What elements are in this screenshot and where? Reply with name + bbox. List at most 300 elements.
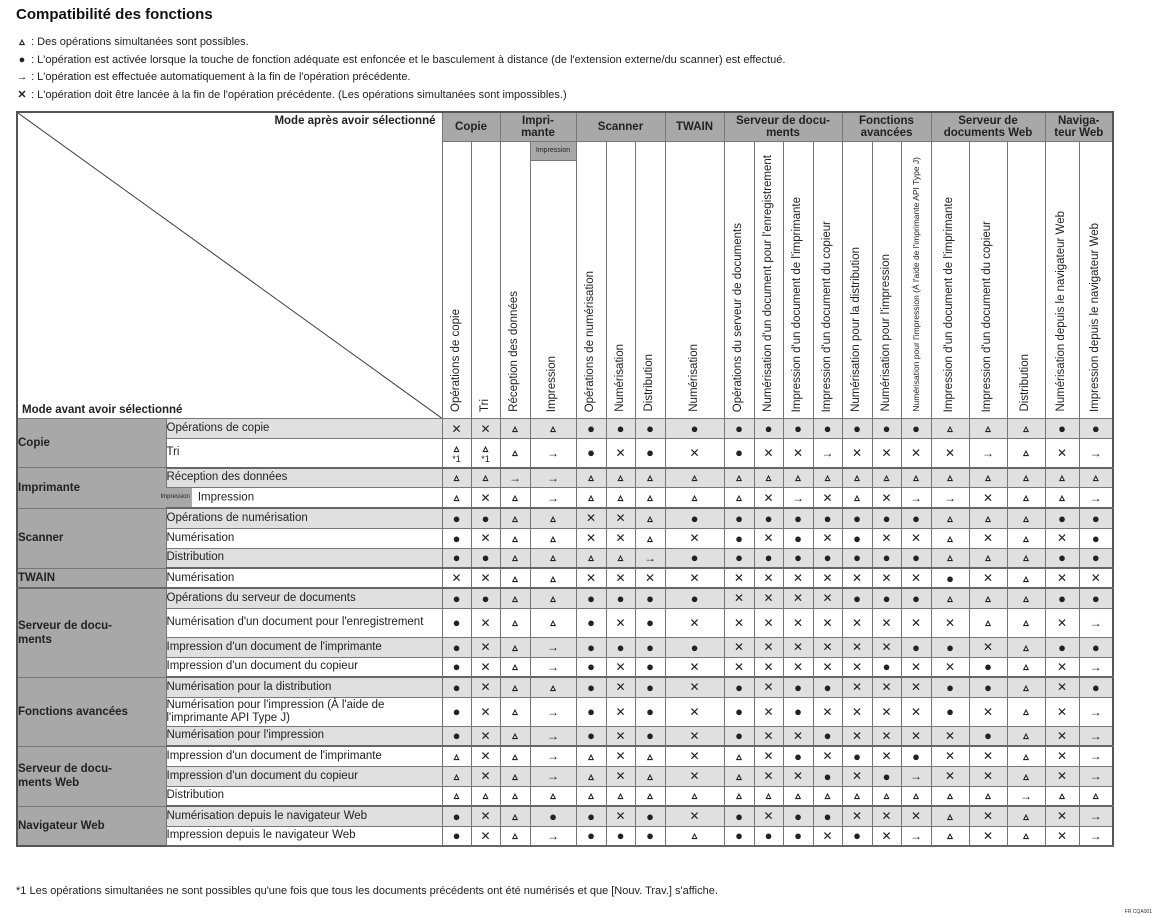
compatibility-cell	[783, 826, 813, 846]
dot-icon: ●	[587, 704, 595, 719]
compatibility-cell	[606, 528, 635, 548]
triangle-icon: ▵	[691, 492, 698, 504]
triangle-icon: ▵	[550, 681, 556, 694]
compatibility-cell	[901, 786, 931, 806]
cross-icon: ✕	[763, 704, 774, 719]
cross-icon: ✕	[615, 769, 626, 783]
compatibility-cell	[813, 746, 842, 766]
triangle-icon: ▵	[512, 750, 518, 763]
cross-icon: ✕	[585, 571, 597, 585]
triangle-icon: ▵	[647, 790, 653, 803]
column-header-label: Opérations de copie	[449, 309, 462, 412]
compatibility-cell	[471, 806, 500, 826]
dot-icon: ●	[646, 590, 654, 606]
compatibility-cell	[530, 568, 576, 588]
compatibility-cell	[1045, 608, 1079, 637]
cross-icon: ✕	[910, 809, 922, 824]
cross-icon: ✕	[1056, 704, 1068, 719]
compatibility-cell	[783, 588, 813, 608]
triangle-icon: ▵	[795, 472, 801, 485]
cross-icon: ✕	[480, 809, 491, 824]
compatibility-cell	[1007, 786, 1045, 806]
dot-icon: ●	[735, 704, 743, 719]
compatibility-cell	[576, 548, 606, 568]
column-header-label: Numérisation pour l'impression (À l'aide de l'imprimante API Type J)	[911, 157, 921, 412]
table-row	[17, 677, 1113, 697]
column-header-label: Distribution	[643, 354, 655, 412]
compatibility-cell	[842, 677, 872, 697]
cross-icon: ✕	[982, 531, 994, 545]
arrow-right-icon: →	[1089, 728, 1102, 743]
column-header-label: Numérisation pour la distribution	[850, 247, 862, 412]
cross-icon: ✕	[689, 571, 700, 585]
compatibility-cell	[754, 528, 783, 548]
compatibility-cell	[635, 677, 665, 697]
compatibility-cell	[1007, 697, 1045, 726]
compatibility-cell	[813, 786, 842, 806]
compatibility-cell	[442, 468, 471, 488]
dot-icon: ●	[587, 590, 595, 606]
dot-icon: ●	[794, 530, 802, 546]
cross-icon: ✕	[763, 445, 774, 460]
triangle-icon: ▵	[985, 423, 991, 435]
row-label	[160, 488, 442, 509]
cross-icon: ✕	[763, 769, 774, 783]
compatibility-cell	[1045, 726, 1079, 746]
compatibility-cell	[901, 746, 931, 766]
compatibility-cell	[872, 746, 901, 766]
compatibility-cell	[635, 508, 665, 528]
compatibility-cell	[813, 806, 842, 826]
triangle-icon: ▵	[1023, 617, 1029, 629]
triangle-icon: ▵	[985, 512, 991, 525]
cross-icon: ✕	[944, 749, 956, 764]
cross-icon: ✕	[792, 615, 804, 630]
compatibility-cell	[530, 528, 576, 548]
compatibility-cell	[635, 746, 665, 766]
corner-after-label: Mode après avoir sélectionné	[274, 115, 436, 127]
compatibility-cell	[931, 766, 969, 786]
triangle-icon: ▵	[617, 552, 624, 565]
dot-icon: ●	[912, 590, 920, 606]
compatibility-cell	[500, 439, 530, 468]
compatibility-cell	[783, 726, 813, 746]
row-label	[166, 766, 442, 786]
dot-icon: ●	[1058, 639, 1066, 655]
compatibility-cell	[530, 786, 576, 806]
compatibility-cell	[1007, 637, 1045, 657]
triangle-icon: ▵	[550, 552, 556, 565]
dot-icon: ●	[1058, 590, 1066, 606]
cross-icon: ✕	[982, 571, 994, 585]
dot-icon: ●	[452, 808, 461, 824]
dot-icon: ●	[823, 768, 832, 784]
compatibility-cell	[442, 439, 471, 468]
dot-icon: ●	[946, 679, 954, 695]
column-header	[635, 142, 665, 419]
column-group-header: Copie	[442, 112, 500, 142]
table-row	[17, 548, 1113, 568]
compatibility-cell	[635, 588, 665, 608]
compatibility-cell	[442, 588, 471, 608]
column-header	[665, 142, 724, 419]
compatibility-cell	[754, 746, 783, 766]
cross-icon: ✕	[689, 809, 700, 824]
compatibility-cell	[665, 419, 724, 439]
triangle-icon: ▵	[550, 512, 556, 525]
compatibility-cell	[606, 806, 635, 826]
triangle-icon: ▵	[512, 641, 518, 654]
triangle-icon: ▵	[647, 472, 653, 485]
compatibility-cell	[665, 439, 724, 468]
dot-icon: ●	[452, 639, 461, 655]
compatibility-cell	[635, 826, 665, 846]
column-header-label: Tri	[478, 399, 491, 412]
triangle-icon: ▵	[550, 532, 556, 545]
dot-icon: ●	[912, 748, 920, 764]
triangle-icon: ▵	[1023, 423, 1029, 435]
compatibility-cell	[530, 677, 576, 697]
compatibility-cell	[530, 488, 576, 509]
dot-icon: ●	[764, 510, 773, 526]
compatibility-cell	[783, 528, 813, 548]
arrow-right-icon: →	[644, 550, 656, 565]
table-row	[17, 608, 1113, 637]
compatibility-cell	[471, 697, 500, 726]
compatibility-cell	[872, 786, 901, 806]
row-group-header: TWAIN	[17, 568, 166, 588]
dot-icon: ●	[1058, 510, 1066, 526]
dot-icon: ●	[794, 510, 802, 526]
arrow-right-icon: →	[547, 769, 559, 783]
arrow-right-icon: →	[1089, 490, 1102, 505]
row-label-text: Tri	[166, 446, 180, 459]
triangle-icon: ▵	[1023, 472, 1029, 485]
arrow-right-icon: →	[547, 470, 559, 485]
column-header	[969, 142, 1007, 419]
dot-icon: ●	[912, 510, 920, 526]
triangle-icon: ▵	[512, 423, 518, 435]
compatibility-cell	[872, 826, 901, 846]
compatibility-cell	[969, 746, 1007, 766]
compatibility-cell	[576, 766, 606, 786]
compatibility-cell	[842, 637, 872, 657]
compatibility-cell	[471, 439, 500, 468]
row-label	[166, 528, 442, 548]
compatibility-cell	[872, 697, 901, 726]
cross-icon: ✕	[1056, 615, 1068, 630]
compatibility-cell	[931, 468, 969, 488]
compatibility-cell	[500, 746, 530, 766]
compatibility-cell	[813, 588, 842, 608]
cross-icon: ✕	[615, 680, 626, 695]
dot-icon: ●	[452, 828, 461, 844]
triangle-icon: ▵	[947, 790, 953, 803]
arrow-right-icon: →	[547, 640, 559, 654]
arrow-right-icon: →	[821, 445, 834, 460]
cross-icon: ✕	[944, 728, 956, 743]
compatibility-cell	[1045, 588, 1079, 608]
compatibility-cell	[442, 608, 471, 637]
compatibility-cell	[576, 786, 606, 806]
cross-icon: ✕	[851, 704, 863, 719]
compatibility-cell	[635, 726, 665, 746]
cross-icon: ✕	[1056, 749, 1068, 764]
cross-icon: ✕	[480, 704, 491, 719]
compatibility-cell	[842, 568, 872, 588]
cross-icon: ✕	[763, 591, 774, 606]
table-row	[17, 826, 1113, 846]
triangle-icon: ▵	[550, 617, 556, 629]
compatibility-cell	[931, 806, 969, 826]
dot-icon: ●	[823, 728, 832, 744]
cross-icon: ✕	[944, 769, 956, 783]
dot-icon: ●	[853, 550, 861, 566]
compatibility-cell	[635, 637, 665, 657]
column-header	[783, 142, 813, 419]
cross-icon: ✕	[792, 728, 804, 743]
triangle-icon: ▵	[947, 512, 953, 525]
compatibility-cell	[813, 439, 842, 468]
compatibility-cell	[576, 657, 606, 677]
triangle-icon: ▵	[854, 790, 860, 803]
column-header-label: Impression d'un document de l'imprimante	[943, 196, 955, 412]
triangle-icon: ▵	[1023, 552, 1029, 565]
dot-icon: ●	[764, 421, 773, 436]
compatibility-cell	[635, 786, 665, 806]
dot-icon: ●	[794, 421, 802, 436]
triangle-icon: ▵	[947, 810, 953, 823]
compatibility-cell	[442, 568, 471, 588]
dot-icon: ●	[587, 679, 595, 695]
compatibility-cell	[1007, 826, 1045, 846]
dot-icon: ●	[764, 550, 773, 566]
compatibility-cell	[969, 697, 1007, 726]
compatibility-cell	[1045, 528, 1079, 548]
compatibility-cell	[813, 419, 842, 439]
compatibility-cell	[606, 746, 635, 766]
triangle-icon: ▵	[512, 830, 518, 843]
cross-icon: ✕	[763, 531, 774, 545]
dot-icon: ●	[794, 808, 802, 824]
triangle-icon: ▵	[453, 790, 460, 803]
cross-icon: ✕	[822, 615, 833, 630]
dot-icon: ●	[587, 728, 595, 744]
column-header	[500, 142, 530, 419]
dot-icon: ●	[853, 530, 861, 546]
compatibility-cell	[471, 468, 500, 488]
dot-icon: ●	[794, 828, 802, 844]
row-label-text: Numérisation	[166, 571, 235, 584]
triangle-icon: ▵	[947, 592, 953, 605]
compatibility-cell	[813, 548, 842, 568]
column-header-label: Opérations de numérisation	[584, 270, 596, 412]
triangle-icon: ▵	[1023, 661, 1029, 674]
compatibility-cell	[576, 826, 606, 846]
compatibility-cell	[783, 568, 813, 588]
cross-icon: ✕	[480, 421, 491, 436]
compatibility-cell	[665, 697, 724, 726]
compatibility-cell	[665, 806, 724, 826]
compatibility-cell	[1079, 677, 1113, 697]
triangle-icon: ▵	[765, 790, 772, 803]
dot-icon: ●	[690, 550, 699, 566]
compatibility-cell	[969, 439, 1007, 468]
row-label-text: Numérisation d'un document pour l'enregistrement	[166, 616, 424, 628]
dot-icon: ●	[882, 510, 891, 526]
dot-icon: ●	[946, 639, 954, 655]
triangle-icon: ▵	[647, 532, 653, 545]
triangle-icon: ▵	[512, 492, 518, 504]
compatibility-cell	[500, 568, 530, 588]
triangle-icon: ▵	[913, 790, 919, 803]
compatibility-cell	[442, 746, 471, 766]
triangle-icon: ▵	[1023, 706, 1029, 718]
column-header-label: Impression	[546, 355, 558, 412]
compatibility-cell	[813, 468, 842, 488]
compatibility-cell	[500, 488, 530, 509]
compatibility-cell	[635, 608, 665, 637]
compatibility-cell	[901, 488, 931, 509]
legend-text: : Des opérations simultanées sont possibles.	[31, 36, 249, 48]
compatibility-cell	[813, 726, 842, 746]
compatibility-cell	[813, 766, 842, 786]
compatibility-cell	[783, 508, 813, 528]
row-label	[166, 806, 442, 826]
compatibility-cell	[530, 726, 576, 746]
table-row	[17, 468, 1113, 488]
cross-icon: ✕	[982, 490, 994, 505]
triangle-icon: ▵	[482, 790, 489, 803]
compatibility-cell	[500, 766, 530, 786]
dot-icon: ●	[882, 659, 891, 675]
cross-icon: ✕	[480, 769, 491, 783]
compatibility-cell	[471, 826, 500, 846]
cross-icon: ✕	[881, 490, 892, 505]
dot-icon: ●	[882, 590, 891, 606]
compatibility-cell	[665, 746, 724, 766]
compatibility-cell	[872, 608, 901, 637]
triangle-icon: ▵	[512, 661, 518, 674]
triangle-icon: ▵	[588, 790, 594, 803]
dot-icon: ●	[616, 639, 625, 655]
compatibility-cell	[471, 657, 500, 677]
row-group-header: Fonctions avancées	[17, 677, 166, 746]
cross-icon: ✕	[480, 728, 491, 743]
compatibility-cell	[471, 786, 500, 806]
compatibility-cell	[665, 588, 724, 608]
compatibility-cell	[635, 468, 665, 488]
compatibility-cell	[969, 726, 1007, 746]
compatibility-cell	[969, 508, 1007, 528]
corner-before-label: Mode avant avoir sélectionné	[22, 404, 183, 416]
column-header	[576, 142, 606, 419]
compatibility-cell	[872, 588, 901, 608]
cross-icon: ✕	[451, 571, 462, 585]
compatibility-cell	[606, 488, 635, 509]
compatibility-cell	[471, 726, 500, 746]
compatibility-cell	[1079, 786, 1113, 806]
cross-icon: ✕	[881, 704, 892, 719]
cross-icon: ✕	[792, 445, 804, 460]
impression-tag: Impression	[159, 488, 192, 507]
cross-icon: ✕	[1056, 571, 1068, 585]
dot-icon: ●	[452, 530, 461, 546]
dot-icon: ●	[646, 421, 654, 436]
dot-icon: ●	[616, 590, 625, 606]
dot-icon: ●	[587, 659, 595, 675]
compatibility-cell	[471, 746, 500, 766]
compatibility-cell	[1045, 508, 1079, 528]
compatibility-cell	[842, 806, 872, 826]
column-group-header: TWAIN	[665, 112, 724, 142]
compatibility-cell	[1079, 637, 1113, 657]
dot-icon: ●	[549, 808, 557, 824]
compatibility-cell	[783, 786, 813, 806]
compatibility-cell	[1007, 528, 1045, 548]
compatibility-cell	[665, 468, 724, 488]
dot-icon: ●	[452, 728, 461, 744]
dot-icon: ●	[946, 704, 954, 719]
compatibility-cell	[606, 657, 635, 677]
compatibility-cell	[530, 697, 576, 726]
dot-icon: ●	[1091, 550, 1100, 566]
row-label	[166, 677, 442, 697]
compatibility-cell	[872, 657, 901, 677]
compatibility-cell	[500, 608, 530, 637]
triangle-icon: ▵	[453, 492, 460, 504]
table-row	[17, 746, 1113, 766]
cross-icon: ✕	[910, 571, 922, 585]
row-label-text: Opérations du serveur de documents	[166, 591, 356, 604]
triangle-icon: ▵	[883, 790, 890, 803]
compatibility-cell	[754, 766, 783, 786]
compatibility-cell	[576, 746, 606, 766]
cross-icon: ✕	[615, 728, 626, 743]
triangle-icon: ▵	[947, 472, 953, 485]
compatibility-cell	[1045, 786, 1079, 806]
triangle-icon: ▵	[736, 790, 742, 803]
compatibility-cell	[442, 766, 471, 786]
compatibility-cell	[442, 528, 471, 548]
cross-icon: ✕	[733, 659, 745, 674]
compatibility-table	[16, 111, 1114, 847]
compatibility-cell	[1007, 488, 1045, 509]
compatibility-cell	[500, 786, 530, 806]
compatibility-cell	[530, 608, 576, 637]
compatibility-cell	[500, 468, 530, 488]
triangle-icon: ▵	[736, 770, 742, 783]
cross-icon: ✕	[1056, 769, 1068, 783]
compatibility-cell	[442, 548, 471, 568]
triangle-icon: ▵	[588, 492, 594, 504]
dot-icon: ●	[452, 659, 461, 675]
compatibility-cell	[931, 528, 969, 548]
compatibility-cell	[754, 468, 783, 488]
compatibility-cell	[471, 488, 500, 509]
compatibility-cell	[606, 637, 635, 657]
cross-icon: ✕	[689, 728, 700, 743]
compatibility-cell	[783, 637, 813, 657]
compatibility-cell	[1007, 419, 1045, 439]
compatibility-cell	[842, 826, 872, 846]
triangle-icon: ▵	[1023, 532, 1029, 545]
cross-icon: ✕	[480, 659, 491, 674]
triangle-icon: ▵	[647, 492, 653, 504]
row-label	[166, 826, 442, 846]
triangle-icon: ▵	[691, 830, 698, 843]
cross-icon: ✕	[763, 749, 774, 764]
